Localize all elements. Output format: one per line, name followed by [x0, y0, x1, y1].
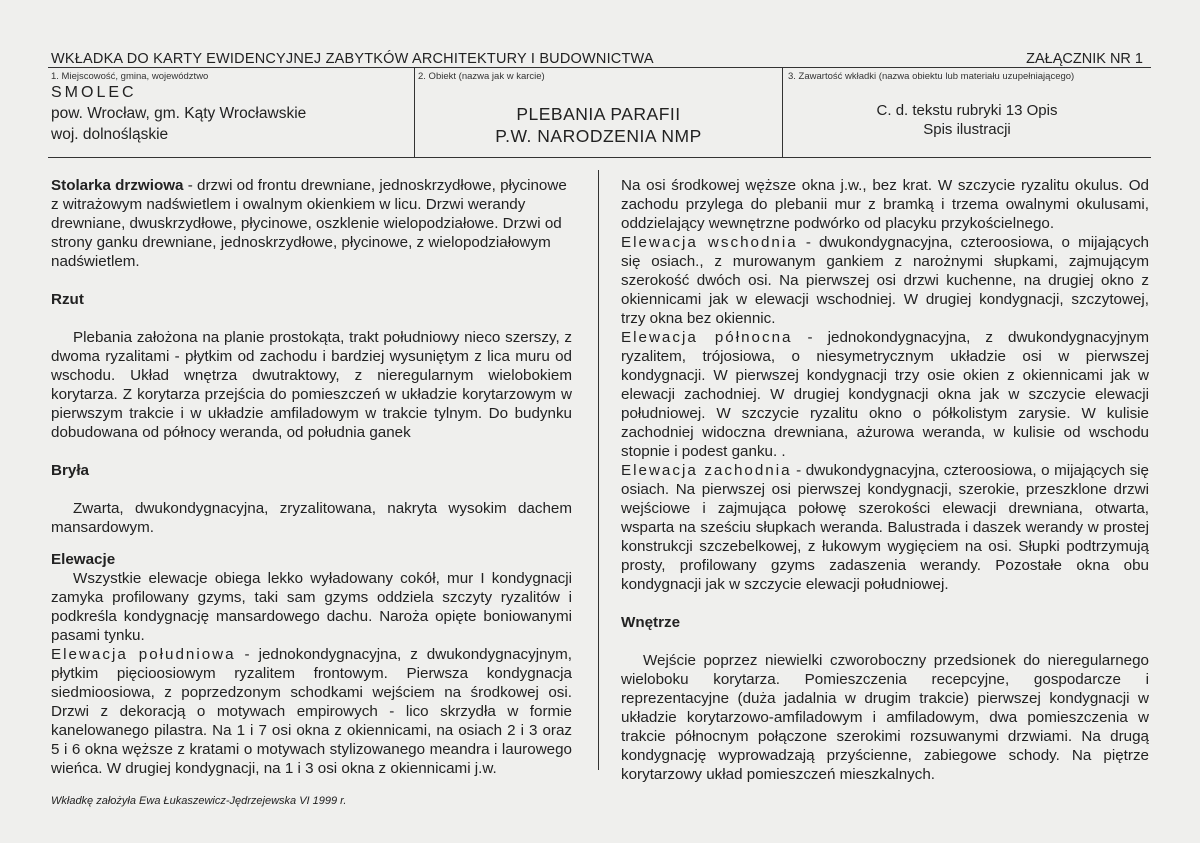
elevations-heading: Elewacje: [51, 551, 116, 568]
interior-heading: Wnętrze: [621, 614, 681, 631]
massing-heading: Bryła: [51, 462, 89, 479]
east-elevation-paragraph: [621, 233, 1149, 328]
north-elevation-paragraph: [621, 328, 1149, 461]
west-elevation-paragraph: [621, 461, 1149, 594]
object-name-line2: P.W. NARODZENIA NMP: [495, 126, 702, 146]
north-elevation-text: - jednokondygnacyjna, z dwukondygnacyjnym ryzalitem, trójosiowa, o niesymetrycznym układzie osi w pierwszej kondygnacji. W pierwszej kondygnacji trzy osie okien z okiennicami jak w elewacji zachodniej. W drugiej kondygnacji okna jak w szczycie elewacji południowej. W szczycie ryzalitu okno o półkolistym zarysie. W kulisie zachodniej widoczna drewniana, ażurowa weranda, w kulisie od wschodu stopnie i podest ganku. .: [621, 329, 1149, 460]
location-county: pow. Wrocław, gm. Kąty Wrocławskie: [51, 105, 307, 122]
south-elevation-text: - jednokondygnacyjna, z dwukondygnacyjnym, płytkim pięcioosiowym ryzalitem frontowym. Pierwsza kondygnacja siedmioosiowa, z poprzedzonym schodkami wejściem na środkowej osi. Drzwi z dekoracją o motywach empirowych - lico skrzydła w formie kanelowanego pilastra. Na 1 i 7 osi okna z okiennicami, na osiach 2 i 3 oraz 5 i 6 okna węższe z kratami o motywach stylizowanego meandra i laurowego wieńca. W drugiej kondygnacji, na 1 i 3 osi okna z okiennicami j.w.: [51, 646, 573, 777]
south-elevation-heading: Elewacja południowa: [51, 646, 236, 663]
door-joinery-heading: Stolarka drzwiowa: [51, 177, 184, 194]
annex-label: ZAŁĄCZNIK NR 1: [1026, 51, 1143, 67]
left-column: [51, 176, 572, 778]
column-divider: [598, 170, 599, 770]
object-field-label: 2. Obiekt (nazwa jak w karcie): [418, 71, 545, 82]
west-elevation-heading: Elewacja zachodnia: [621, 462, 792, 479]
interior-text: Wejście poprzez niewielki czworoboczny przedsionek do nieregularnego wieloboku korytarza. Pomieszczenia recepcyjne, gospodarcze i reprezentacyjne (duża jadalnia w drugim trakcie) pierwszej kondygnacji w układzie korytarzowo-amfiladowym i amfiladowym, dwa pomieszczenia w trakcie północnym połączone szerokimi rozsuwanymi drzwiami. Na drugą kondygnację wyprowadzają przyścienne, zabiegowe schody. Na piętrze korytarzowy układ pomieszczeń mieszkalnych.: [621, 652, 1149, 783]
door-joinery-text-2: strony ganku drewniane, jednoskrzydłowe, płycinowe, z wielopodziałowym nadświetlem.: [51, 234, 551, 270]
contents-field-label: 3. Zawartość wkładki (nazwa obiektu lub materiału uzupełniającego): [788, 71, 1075, 82]
footer-author-note: Wkładkę założyła Ewa Łukaszewicz-Jędrzejewska VI 1999 r.: [51, 795, 347, 807]
location-field-label: 1. Miejscowość, gmina, województwo: [51, 71, 209, 82]
contents-line1: C. d. tekstu rubryki 13 Opis: [876, 102, 1058, 119]
elevations-text: Wszystkie elewacje obiega lekko wyładowany cokół, mur I kondygnacji zamyka profilowany gzyms, taki sam gzyms oddziela szczyty ryzalitów i podkreśla kondygnację mansardowego dachu. Naroża opięte boniowanymi pasami tynku.: [51, 570, 572, 644]
location-name: SMOLEC: [51, 84, 137, 101]
south-elevation-paragraph: [51, 645, 572, 778]
east-elevation-text: - dwukondygnacyjna, czteroosiowa, o mijających się osiach., z murowanym gankiem z narożnymi słupkami, zajmującym szerokość dwóch osi. Na pierwszej osi drzwi kuchenne, na drugiej okno z okiennicami jak w elewacji wschodniej. W drugiej kondygnacji, szczytowej, trzy okna bez okiennic.: [621, 234, 1149, 327]
header-rule-bottom: [48, 157, 1151, 158]
object-name-line1: PLEBANIA PARAFII: [516, 104, 681, 124]
continuation-text: Na osi środkowej węższe okna j.w., bez krat. W szczycie ryzalitu okulus. Od zachodu przylega do plebanii mur z bramką i trzema owalnymi okulusami, oddzielający wewnętrzne podwórko od placyku przykościelnego.: [621, 177, 1149, 232]
document-title: WKŁADKA DO KARTY EWIDENCYJNEJ ZABYTKÓW ARCHITEKTURY I BUDOWNICTWA: [51, 51, 654, 67]
west-elevation-text: - dwukondygnacyjna, czteroosiowa, o mijających się osiach. Na pierwszej osi pierwszej kondygnacji, szerokie, przeszklone drzwi wejściowe i zajmująca połowę szerokości elewacji drewniana, otwarta, wsparta na sześciu słupkach weranda. Balustrada i daszek werandy w prostej konstrukcji szczebelkowej, z łukowym wygięciem na osi. Słupki podtrzymują prosty, profilowany gzyms zadaszenia werandy. Pozostałe okna obu kondygnacji jak w szczycie elewacji południowej.: [621, 462, 1149, 593]
north-elevation-heading: Elewacja północna: [621, 329, 793, 346]
east-elevation-heading: Elewacja wschodnia: [621, 234, 798, 251]
location-voivodeship: woj. dolnośląskie: [51, 126, 169, 143]
plan-text: Plebania założona na planie prostokąta, trakt południowy nieco szerszy, z dwoma ryzalitami - płytkim od zachodu i bardziej wysuniętym z lica muru od wschodu. Układ wnętrza dwutraktowy, z nieregularnym wielobokiem korytarza. Z korytarza przejścia do pomieszczeń w układzie korytarzowym w pierwszym trakcie i w układzie amfiladowym w trakcie tylnym. Do budynku dobudowana od północy weranda, od południa ganek: [51, 329, 572, 441]
door-joinery-text: - drzwi od frontu drewniane, jednoskrzydłowe, płycinowe z witrażowym nadświetlem i owalnym okienkiem w licu. Drzwi werandy drewniane, dwuskrzydłowe, płycinowe, oszklenie wielopodziałowe. Drzwi od: [51, 177, 567, 232]
contents-line2: Spis ilustracji: [923, 121, 1011, 138]
door-joinery-paragraph: [51, 176, 572, 233]
massing-text: Zwarta, dwukondygnacyjna, zryzalitowana, nakryta wysokim dachem mansardowym.: [51, 500, 572, 536]
right-column: [621, 176, 1149, 784]
plan-heading: Rzut: [51, 291, 84, 308]
header-rule-top: [48, 67, 1151, 68]
